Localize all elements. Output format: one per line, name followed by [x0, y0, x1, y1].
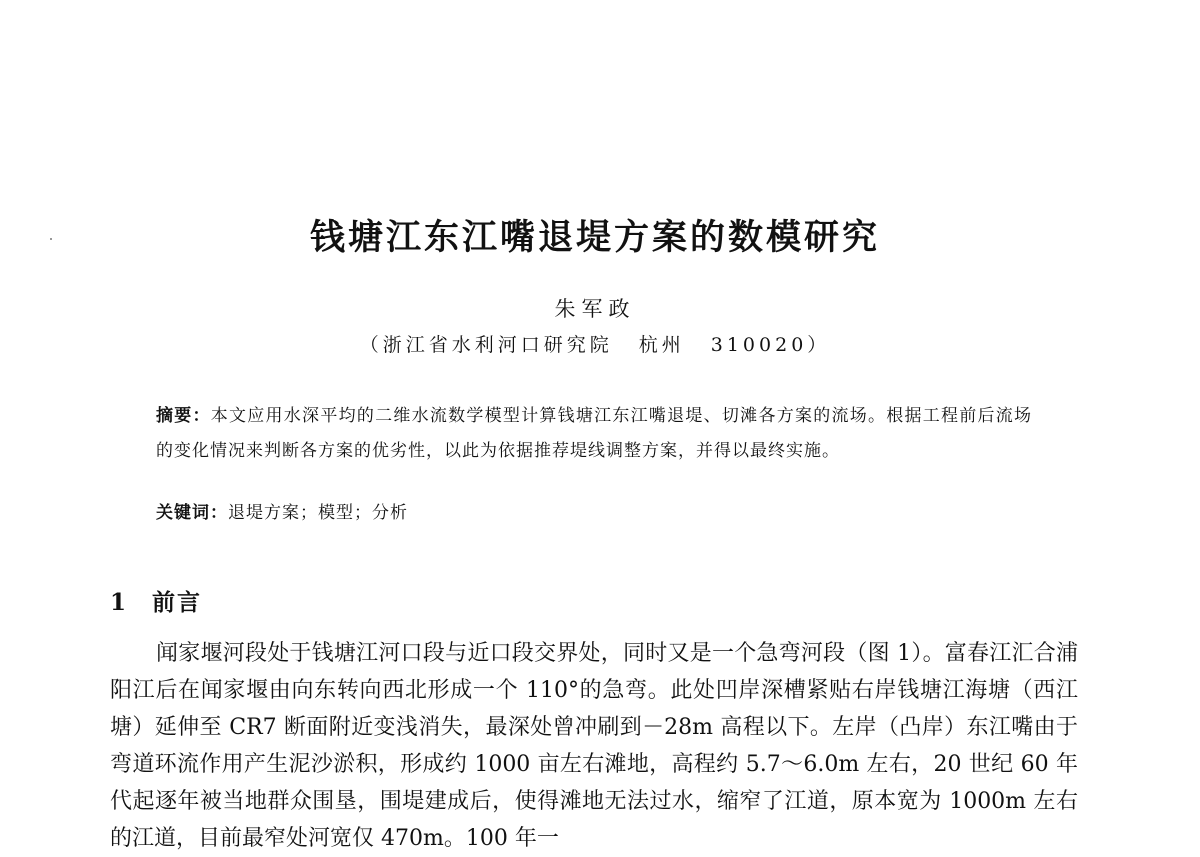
abstract-label: 摘要： — [156, 406, 211, 426]
affiliation-open-paren: （ — [359, 334, 383, 356]
abstract — [156, 399, 1032, 469]
keywords-text: 退堤方案；模型；分析 — [228, 503, 408, 523]
affiliation-institute: 浙江省水利河口研究院 — [382, 334, 613, 356]
author-name: 朱军政 — [554, 297, 636, 321]
section-title: 前言 — [152, 590, 202, 616]
affiliation-city: 杭州 — [638, 334, 685, 356]
keywords-label: 关键词： — [156, 503, 228, 523]
body-paragraph: 闻家堰河段处于钱塘江河口段与近口段交界处，同时又是一个急弯河段（图 1）。富春江汇合浦阳江后在闻家堰由向东转向西北形成一个 110°的急弯。此处凹岸深槽紧贴右岸钱塘江海塘（西江塘）延伸至 CR7 断面附近变浅消失，最深处曾冲刷到－28m 高程以下。左岸（凸岸）东江嘴由于弯道环流作用产生泥沙淤积，形成约 1000 亩左右滩地，高程约 5.7～6.0m 左右，20 世纪 60 年代起逐年被当地群众围垦，围堤建成后，使得滩地无法过水，缩窄了江道，原本宽为 1000m 左右的江道，目前最窄处河宽仅 470m。100 年一 — [110, 641, 1078, 851]
section-heading — [110, 584, 202, 617]
author-affiliation — [0, 330, 1190, 357]
section-number: 1 — [110, 589, 127, 616]
paper-title: 钱塘江东江嘴退堤方案的数模研究 — [309, 218, 880, 258]
affiliation-postcode: 310020 — [710, 334, 808, 356]
keywords — [156, 496, 408, 531]
affiliation-close-paren: ） — [807, 334, 831, 356]
abstract-text: 本文应用水深平均的二维水流数学模型计算钱塘江东江嘴退堤、切滩各方案的流场。根据工程前后流场的变化情况来判断各方案的优劣性，以此为依据推荐堤线调整方案，并得以最终实施。 — [156, 406, 1033, 461]
